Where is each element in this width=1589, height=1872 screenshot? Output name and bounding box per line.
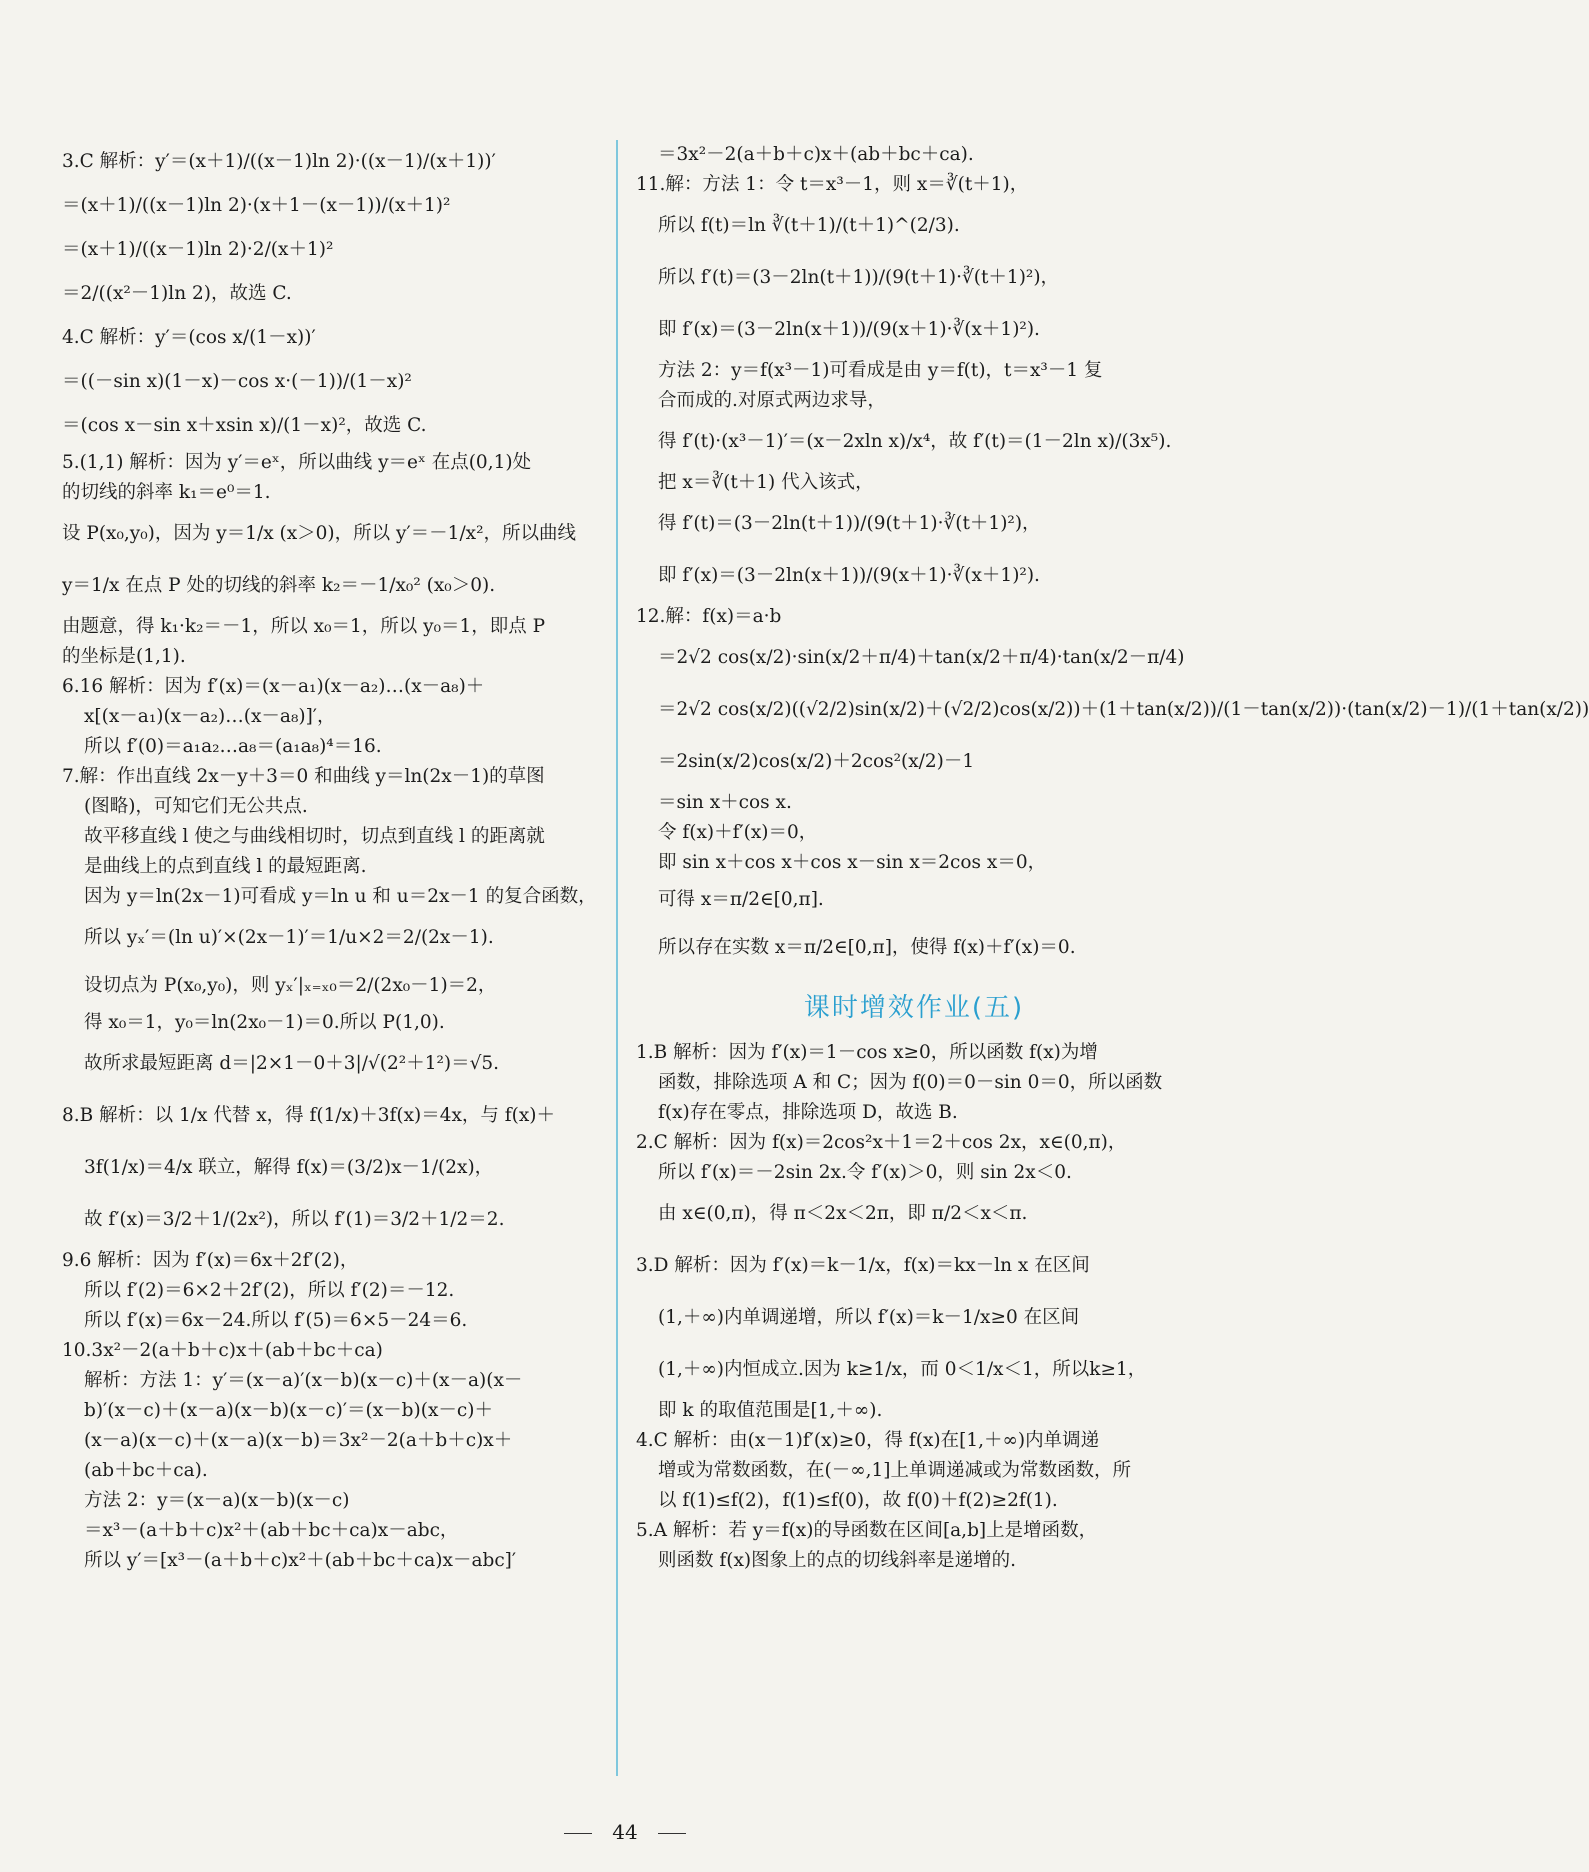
section-title: 课时增效作业(五): [803, 993, 1025, 1023]
text-line: 所以 yₓ′＝(ln u)′×(2x－1)′＝1/u×2＝2/(2x－1).: [84, 927, 494, 948]
text-line: 故 f′(x)＝3/2＋1/(2x²)，所以 f′(1)＝3/2＋1/2＝2.: [84, 1209, 505, 1230]
text-line: f(x)存在零点，排除选项 D，故选 B.: [658, 1102, 958, 1123]
text-line: 故平移直线 l 使之与曲线相切时，切点到直线 l 的距离就: [84, 826, 545, 847]
text-line: 所以 f′(2)＝6×2＋2f′(2)，所以 f′(2)＝－12.: [84, 1280, 455, 1301]
text-line: 得 x₀＝1，y₀＝ln(2x₀－1)＝0.所以 P(1,0).: [84, 1012, 445, 1033]
text-line: 增或为常数函数，在(－∞,1]上单调递减或为常数函数，所: [658, 1460, 1131, 1481]
text-line: 5.(1,1) 解析：因为 y′＝eˣ，所以曲线 y＝eˣ 在点(0,1)处: [62, 452, 532, 473]
text-line: 设 P(x₀,y₀)，因为 y＝1/x (x＞0)，所以 y′＝－1/x²，所以曲线: [62, 523, 577, 544]
text-line: 6.16 解析：因为 f′(x)＝(x－a₁)(x－a₂)…(x－a₈)＋: [62, 676, 485, 697]
text-line: 合而成的.对原式两边求导，: [658, 390, 886, 411]
text-line: (图略)，可知它们无公共点.: [84, 796, 308, 817]
text-line: 令 f(x)＋f′(x)＝0，: [658, 822, 818, 843]
text-line: 7.解：作出直线 2x－y＋3＝0 和曲线 y＝ln(2x－1)的草图: [62, 766, 545, 787]
column-divider: [616, 140, 618, 1776]
text-line: 3.D 解析：因为 f′(x)＝k－1/x，f(x)＝kx－ln x 在区间: [636, 1255, 1090, 1276]
text-line: 11.解：方法 1：令 t＝x³－1，则 x＝∛(t＋1)，: [636, 174, 1029, 195]
text-line: 8.B 解析：以 1/x 代替 x，得 f(1/x)＋3f(x)＝4x，与 f(x)＋: [62, 1105, 556, 1126]
page-footer: [0, 1820, 1250, 1844]
text-line: 即 sin x＋cos x＋cos x－sin x＝2cos x＝0，: [658, 852, 1047, 873]
text-line: 3f(1/x)＝4/x 联立，解得 f(x)＝(3/2)x－1/(2x)，: [84, 1157, 494, 1178]
text-line: 3.C 解析：y′＝(x＋1)/((x－1)ln 2)·((x－1)/(x＋1))′: [62, 151, 496, 172]
text-line: 函数，排除选项 A 和 C；因为 f(0)＝0－sin 0＝0，所以函数: [658, 1072, 1163, 1093]
text-line: 4.C 解析：由(x－1)f′(x)≥0，得 f(x)在[1,＋∞)内单调递: [636, 1430, 1100, 1451]
text-line: 的坐标是(1,1).: [62, 646, 186, 667]
text-line: 由题意，得 k₁·k₂＝－1，所以 x₀＝1，所以 y₀＝1，即点 P: [62, 616, 546, 637]
text-line: b)′(x－c)＋(x－a)(x－b)(x－c)′＝(x－b)(x－c)＋: [84, 1400, 493, 1421]
text-line: 所以存在实数 x＝π/2∈[0,π]，使得 f(x)＋f′(x)＝0.: [658, 937, 1076, 958]
text-line: 9.6 解析：因为 f′(x)＝6x＋2f′(2)，: [62, 1250, 359, 1271]
right-column: [636, 140, 1589, 1576]
page-number: 44: [612, 1820, 638, 1844]
text-line: 则函数 f(x)图象上的点的切线斜率是递增的.: [658, 1550, 1016, 1571]
text-line: y＝1/x 在点 P 处的切线的斜率 k₂＝－1/x₀² (x₀＞0).: [62, 575, 496, 596]
text-line: 所以 f′(x)＝6x－24.所以 f′(5)＝6×5－24＝6.: [84, 1310, 468, 1331]
text-line: 得 f′(t)＝(3－2ln(t＋1))/(9(t＋1)·∛(t＋1)²)，: [658, 513, 1041, 534]
text-line: 所以 f′(0)＝a₁a₂…a₈＝(a₁a₈)⁴＝16.: [84, 736, 382, 757]
text-line: (x－a)(x－c)＋(x－a)(x－b)＝3x²－2(a＋b＋c)x＋: [84, 1430, 513, 1451]
text-line: 由 x∈(0,π)，得 π＜2x＜2π，即 π/2＜x＜π.: [658, 1203, 1028, 1224]
text-line: 得 f′(t)·(x³－1)′＝(x－2xln x)/x⁴，故 f′(t)＝(1－2ln x)/(3x⁵).: [658, 431, 1172, 452]
text-line: 所以 f′(x)＝－2sin 2x.令 f′(x)＞0，则 sin 2x＜0.: [658, 1162, 1072, 1183]
text-line: 10.3x²－2(a＋b＋c)x＋(ab＋bc＋ca): [62, 1340, 383, 1361]
text-line: (ab＋bc＋ca).: [84, 1460, 208, 1481]
text-line: 1.B 解析：因为 f′(x)＝1－cos x≥0，所以函数 f(x)为增: [636, 1042, 1098, 1063]
text-line: ＝2/((x²－1)ln 2)，故选 C.: [62, 283, 292, 304]
text-line: 把 x＝∛(t＋1) 代入该式，: [658, 472, 874, 493]
text-line: ＝2sin(x/2)cos(x/2)＋2cos²(x/2)－1: [658, 751, 975, 772]
right-column-bottom: [636, 1038, 1192, 1576]
text-line: 设切点为 P(x₀,y₀)，则 yₓ′|ₓ₌ₓ₀＝2/(2x₀－1)＝2，: [84, 975, 497, 996]
text-line: 5.A 解析：若 y＝f(x)的导函数在区间[a,b]上是增函数，: [636, 1520, 1098, 1541]
text-line: 的切线的斜率 k₁＝e⁰＝1.: [62, 482, 271, 503]
text-line: 所以 f(t)＝ln ∛(t＋1)/(t＋1)^(2/3).: [658, 215, 960, 236]
text-line: x[(x－a₁)(x－a₂)…(x－a₈)]′，: [84, 706, 336, 727]
text-line: 方法 2：y＝f(x³－1)可看成是由 y＝f(t)，t＝x³－1 复: [658, 360, 1103, 381]
text-line: 所以 y′＝[x³－(a＋b＋c)x²＋(ab＋bc＋ca)x－abc]′: [84, 1550, 517, 1571]
text-line: 即 f′(x)＝(3－2ln(x＋1))/(9(x＋1)·∛(x＋1)²).: [658, 319, 1040, 340]
text-line: ＝sin x＋cos x.: [658, 792, 792, 813]
text-line: ＝((－sin x)(1－x)－cos x·(－1))/(1－x)²: [62, 371, 412, 392]
text-line: 可得 x＝π/2∈[0,π].: [658, 889, 824, 910]
text-line: 12.解：f(x)＝a·b: [636, 606, 782, 627]
text-line: ＝3x²－2(a＋b＋c)x＋(ab＋bc＋ca).: [658, 144, 974, 165]
text-line: ＝(x＋1)/((x－1)ln 2)·(x＋1－(x－1))/(x＋1)²: [62, 195, 451, 216]
text-line: 以 f(1)≤f(2)，f(1)≤f(0)，故 f(0)＋f(2)≥2f(1).: [658, 1490, 1058, 1511]
text-line: ＝2√2 cos(x/2)·sin(x/2＋π/4)＋tan(x/2＋π/4)·tan(x/2－π/4): [658, 647, 1185, 668]
footer-dash-right: [658, 1833, 686, 1834]
text-line: 所以 f′(t)＝(3－2ln(t＋1))/(9(t＋1)·∛(t＋1)²)，: [658, 267, 1060, 288]
text-line: 故所求最短距离 d＝|2×1－0＋3|/√(2²＋1²)＝√5.: [84, 1053, 500, 1074]
text-line: ＝2√2 cos(x/2)((√2/2)sin(x/2)＋(√2/2)cos(x/2))＋(1＋tan(x/2))/(1－tan(x/2))·(tan(x/2)－1)/(1＋tan(x/2)): [658, 699, 1589, 720]
left-column: [62, 140, 602, 1576]
text-line: (1,＋∞)内单调递增，所以 f′(x)＝k－1/x≥0 在区间: [658, 1307, 1080, 1328]
text-line: ＝x³－(a＋b＋c)x²＋(ab＋bc＋ca)x－abc，: [84, 1520, 459, 1541]
text-line: ＝(cos x－sin x＋xsin x)/(1－x)²，故选 C.: [62, 415, 427, 436]
text-line: 解析：方法 1：y′＝(x－a)′(x－b)(x－c)＋(x－a)(x－: [84, 1370, 523, 1391]
text-line: 4.C 解析：y′＝(cos x/(1－x))′: [62, 327, 316, 348]
text-line: 方法 2：y＝(x－a)(x－b)(x－c): [84, 1490, 350, 1511]
text-line: (1,＋∞)内恒成立.因为 k≥1/x，而 0＜1/x＜1，所以k≥1，: [658, 1359, 1147, 1380]
footer-dash-left: [564, 1833, 592, 1834]
text-line: 即 f′(x)＝(3－2ln(x＋1))/(9(x＋1)·∛(x＋1)²).: [658, 565, 1040, 586]
text-line: ＝(x＋1)/((x－1)ln 2)·2/(x＋1)²: [62, 239, 334, 260]
text-line: 2.C 解析：因为 f(x)＝2cos²x＋1＝2＋cos 2x，x∈(0,π)，: [636, 1132, 1127, 1153]
right-column-top: [636, 140, 1589, 974]
text-line: 因为 y＝ln(2x－1)可看成 y＝ln u 和 u＝2x－1 的复合函数，: [84, 886, 597, 907]
text-line: 即 k 的取值范围是[1,＋∞).: [658, 1400, 883, 1421]
text-line: 是曲线上的点到直线 l 的最短距离.: [84, 856, 367, 877]
